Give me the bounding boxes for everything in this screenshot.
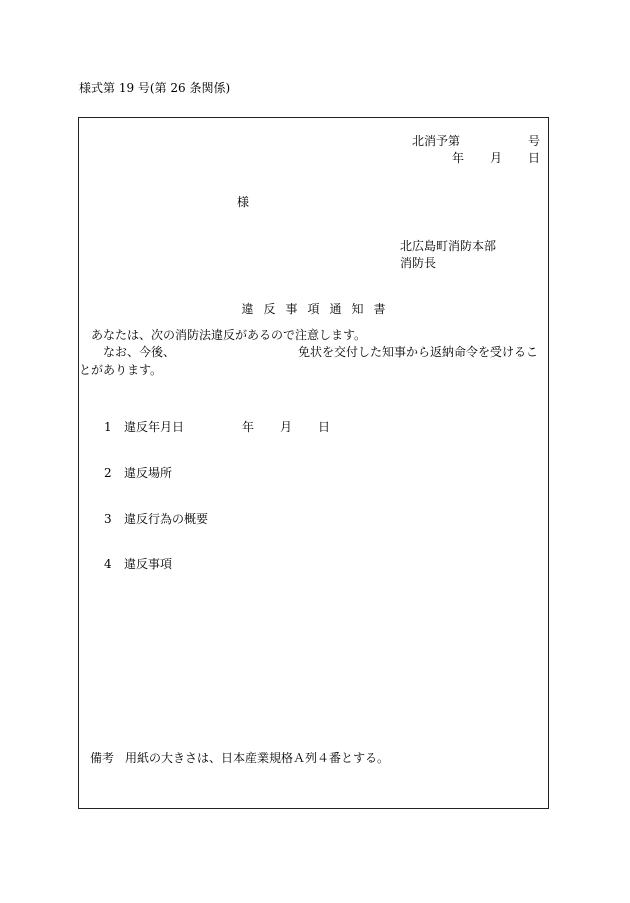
violation-date-blank [242, 419, 356, 436]
reference-number-line [412, 133, 540, 150]
reference-prefix: 北消予第 [411, 134, 460, 148]
item-label: 違反行為の概要 [124, 512, 209, 526]
violation-date-year: 年 [242, 420, 255, 434]
sender-title: 消防長 [400, 256, 437, 270]
form-number: 様式第 19 号(第 26 条関係) [79, 81, 231, 95]
remarks-label: 備考 [90, 751, 115, 765]
item-violation-place [104, 465, 172, 482]
reference-suffix: 号 [527, 134, 540, 148]
item-number: 2 [104, 466, 112, 480]
notice-paragraph-2-tail: 免状を交付した知事から返納命令を受けることがあります。 [79, 345, 539, 377]
issue-date-year: 年 [451, 151, 464, 165]
document-title: 違反事項通知書 [241, 302, 396, 316]
item-violation-date [104, 419, 356, 436]
issue-date-day: 日 [527, 151, 540, 165]
item-number: 1 [104, 420, 112, 434]
item-violation-matters [104, 556, 172, 573]
sender-organization: 北広島町消防本部 [400, 239, 497, 253]
violation-date-month: 月 [280, 420, 293, 434]
remarks [90, 750, 389, 767]
issue-date-line [452, 150, 540, 167]
addressee-honorific: 様 [237, 195, 250, 209]
violation-date-day: 日 [318, 420, 331, 434]
item-label: 違反年月日 [124, 420, 185, 434]
issue-date-month: 月 [489, 151, 502, 165]
item-label: 違反場所 [124, 466, 173, 480]
item-violation-summary [104, 511, 208, 528]
notice-form-frame [78, 117, 549, 809]
item-label: 違反事項 [124, 557, 173, 571]
notice-paragraph-2-head: なお、今後、 [103, 345, 176, 360]
notice-paragraph-1: あなたは、次の消防法違反があるので注意します。 [91, 328, 367, 342]
notice-body [79, 327, 546, 379]
item-number: 4 [104, 557, 112, 571]
item-number: 3 [104, 512, 112, 526]
remarks-text: 用紙の大きさは、日本産業規格Ａ列４番とする。 [125, 751, 390, 765]
notice-paragraph-2 [79, 344, 546, 379]
